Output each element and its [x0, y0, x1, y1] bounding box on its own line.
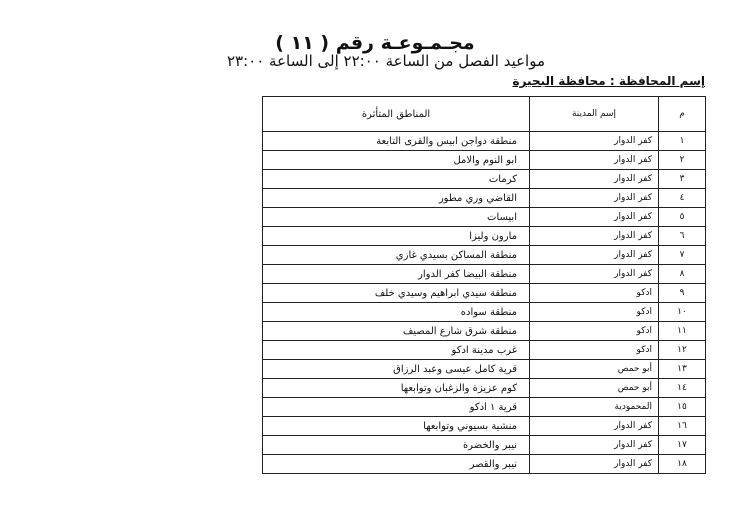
- row-city: كفر الدوار: [530, 189, 659, 208]
- row-city: كفر الدوار: [530, 208, 659, 227]
- row-city: كفر الدوار: [530, 455, 659, 474]
- table-row: [263, 227, 706, 246]
- table-row: [263, 265, 706, 284]
- table-body: [263, 132, 706, 474]
- row-city: كفر الدوار: [530, 132, 659, 151]
- row-city: ادكو: [530, 341, 659, 360]
- row-city: كفر الدوار: [530, 417, 659, 436]
- row-number: ٢: [659, 151, 706, 170]
- row-area: منطقة سيدي ابراهيم وسيدي خلف: [263, 284, 530, 303]
- row-city: ادكو: [530, 303, 659, 322]
- row-number: ١٣: [659, 360, 706, 379]
- row-area: القاضي وري مطور: [263, 189, 530, 208]
- table-row: [263, 455, 706, 474]
- table-row: [263, 436, 706, 455]
- row-area: منطقة دواجن ابيس والقرى التابعة: [263, 132, 530, 151]
- table-row: [263, 208, 706, 227]
- row-city: ادكو: [530, 284, 659, 303]
- row-number: ٩: [659, 284, 706, 303]
- table-row: [263, 322, 706, 341]
- table-row: [263, 341, 706, 360]
- table-row: [263, 284, 706, 303]
- table-row: [263, 151, 706, 170]
- table-header-row: [263, 97, 706, 132]
- row-number: ١١: [659, 322, 706, 341]
- row-city: ادكو: [530, 322, 659, 341]
- row-number: ١٢: [659, 341, 706, 360]
- row-number: ١٨: [659, 455, 706, 474]
- row-number: ١٥: [659, 398, 706, 417]
- table-row: [263, 189, 706, 208]
- row-area: منشية بسيوني وتوابعها: [263, 417, 530, 436]
- group-title: مجـمـوعـة رقم ( ١١ ): [275, 32, 475, 54]
- row-number: ٦: [659, 227, 706, 246]
- row-city: كفر الدوار: [530, 227, 659, 246]
- column-header-city: إسم المدينة: [530, 97, 659, 132]
- row-number: ١٠: [659, 303, 706, 322]
- row-number: ٨: [659, 265, 706, 284]
- row-area: منطقة شرق شارع المصيف: [263, 322, 530, 341]
- row-city: كفر الدوار: [530, 436, 659, 455]
- schedule-subtitle: مواعيد الفصل من الساعة ٢٢:٠٠ إلى الساعة ٢٣:٠٠: [227, 52, 545, 70]
- row-area: مارون وليزا: [263, 227, 530, 246]
- row-city: أبو حمص: [530, 379, 659, 398]
- row-city: كفر الدوار: [530, 246, 659, 265]
- row-city: أبو حمص: [530, 360, 659, 379]
- table-row: [263, 417, 706, 436]
- governorate-label: إسم المحافظة : محافظة البحيرة: [512, 74, 705, 88]
- row-city: المحمودية: [530, 398, 659, 417]
- row-area: منطقة سواده: [263, 303, 530, 322]
- table-row: [263, 360, 706, 379]
- row-area: قرية ١ ادكو: [263, 398, 530, 417]
- table-row: [263, 398, 706, 417]
- row-city: كفر الدوار: [530, 151, 659, 170]
- affected-areas-table: [262, 96, 706, 474]
- row-city: كفر الدوار: [530, 170, 659, 189]
- row-number: ٣: [659, 170, 706, 189]
- row-area: قرية كامل عيسى وعبد الرزاق: [263, 360, 530, 379]
- row-number: ٤: [659, 189, 706, 208]
- row-area: كرمات: [263, 170, 530, 189]
- row-city: كفر الدوار: [530, 265, 659, 284]
- row-area: غرب مدينة ادكو: [263, 341, 530, 360]
- table-row: [263, 246, 706, 265]
- row-area: منطقة البيضا كفر الدوار: [263, 265, 530, 284]
- table-row: [263, 132, 706, 151]
- row-number: ٥: [659, 208, 706, 227]
- row-area: ابو النوم والامل: [263, 151, 530, 170]
- column-header-areas: المناطق المتأثرة: [263, 97, 530, 132]
- table-row: [263, 379, 706, 398]
- row-area: كوم عزيزة والزغبان وتوابعها: [263, 379, 530, 398]
- row-area: نيبر والخضرة: [263, 436, 530, 455]
- row-number: ١٤: [659, 379, 706, 398]
- table-row: [263, 303, 706, 322]
- row-area: نيبر والقصر: [263, 455, 530, 474]
- table-row: [263, 170, 706, 189]
- row-number: ١٧: [659, 436, 706, 455]
- row-number: ١٦: [659, 417, 706, 436]
- row-number: ١: [659, 132, 706, 151]
- column-header-number: م: [659, 97, 706, 132]
- row-area: ابيسات: [263, 208, 530, 227]
- row-number: ٧: [659, 246, 706, 265]
- row-area: منطقة المساكن بسيدي غازي: [263, 246, 530, 265]
